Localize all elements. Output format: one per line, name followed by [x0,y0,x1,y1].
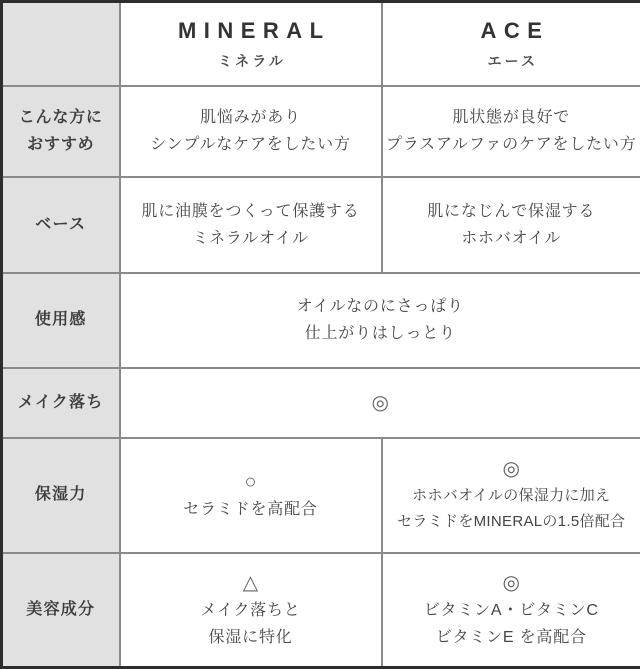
cell-text-line: メイク落ちと [200,601,301,619]
table-row-feel [2,273,640,368]
row-label-moisture: 保湿力 [2,438,120,553]
cell-text-line: 保湿に特化 [208,628,293,646]
rating-circle: ○ [244,470,257,493]
row-label-line: こんな方に [18,109,103,127]
row-label-beauty-ingredients: 美容成分 [2,553,120,668]
row-label-line: おすすめ [27,136,95,154]
cell-text-line: ビタミンA・ビタミンC [423,601,599,619]
product-name-ace: ACE [480,17,550,43]
cell-text-line: シンプルなケアをしたい方 [150,136,351,154]
cell-text-line: プラスアルファのケアをしたい方 [385,136,637,154]
table-row-makeup-removal [2,368,640,438]
cell-ace-base [382,177,640,274]
rating-double-circle: ◎ [502,571,520,594]
cell-ace-beauty-ingredients [382,553,640,668]
table-row-beauty-ingredients [2,553,640,668]
table-row-recommend [2,86,640,177]
cell-text-line: オイルなのにさっぱり [296,298,464,316]
cell-ace-moisture [382,438,640,553]
cell-shared-makeup-removal [120,368,640,438]
cell-text-line: ホホバオイル [461,229,562,247]
column-header-mineral [120,2,382,87]
table-row-base [2,177,640,274]
cell-text-line: セラミドをMINERALの1.5倍配合 [397,513,626,531]
cell-text-line: 肌状態が良好で [452,109,571,127]
cell-text-line: 肌悩みがあり [200,109,301,127]
product-kana-mineral: ミネラル [218,52,286,69]
cell-text-line: ビタミンE を高配合 [435,628,587,646]
cell-text-line: 肌に油膜をつくって保護する [141,202,360,220]
cell-mineral-beauty-ingredients [120,553,382,668]
rating-double-circle: ◎ [502,458,520,481]
row-label-makeup-removal: メイク落ち [2,368,120,438]
cell-text-line: 仕上がりはしっとり [304,325,456,343]
cell-mineral-recommend [120,86,382,177]
cell-text-line: 肌になじんで保湿する [427,202,596,220]
cell-text-line: セラミドを高配合 [183,500,318,518]
column-header-ace [382,2,640,87]
row-label-base: ベース [2,177,120,274]
rating-triangle: △ [242,571,259,594]
row-label-recommend [2,86,120,177]
product-name-mineral: MINERAL [177,17,331,43]
table-row-moisture [2,438,640,553]
cell-text-line: ホホバオイルの保湿力に加え [412,487,611,505]
cell-ace-recommend [382,86,640,177]
rating-double-circle: ◎ [371,391,389,414]
row-label-feel: 使用感 [2,273,120,368]
cell-shared-feel [120,273,640,368]
header-row [2,2,640,87]
cell-mineral-base [120,177,382,274]
product-kana-ace: エース [487,52,539,69]
corner-cell [2,2,120,87]
cell-mineral-moisture [120,438,382,553]
cell-text-line: ミネラルオイル [192,229,309,247]
